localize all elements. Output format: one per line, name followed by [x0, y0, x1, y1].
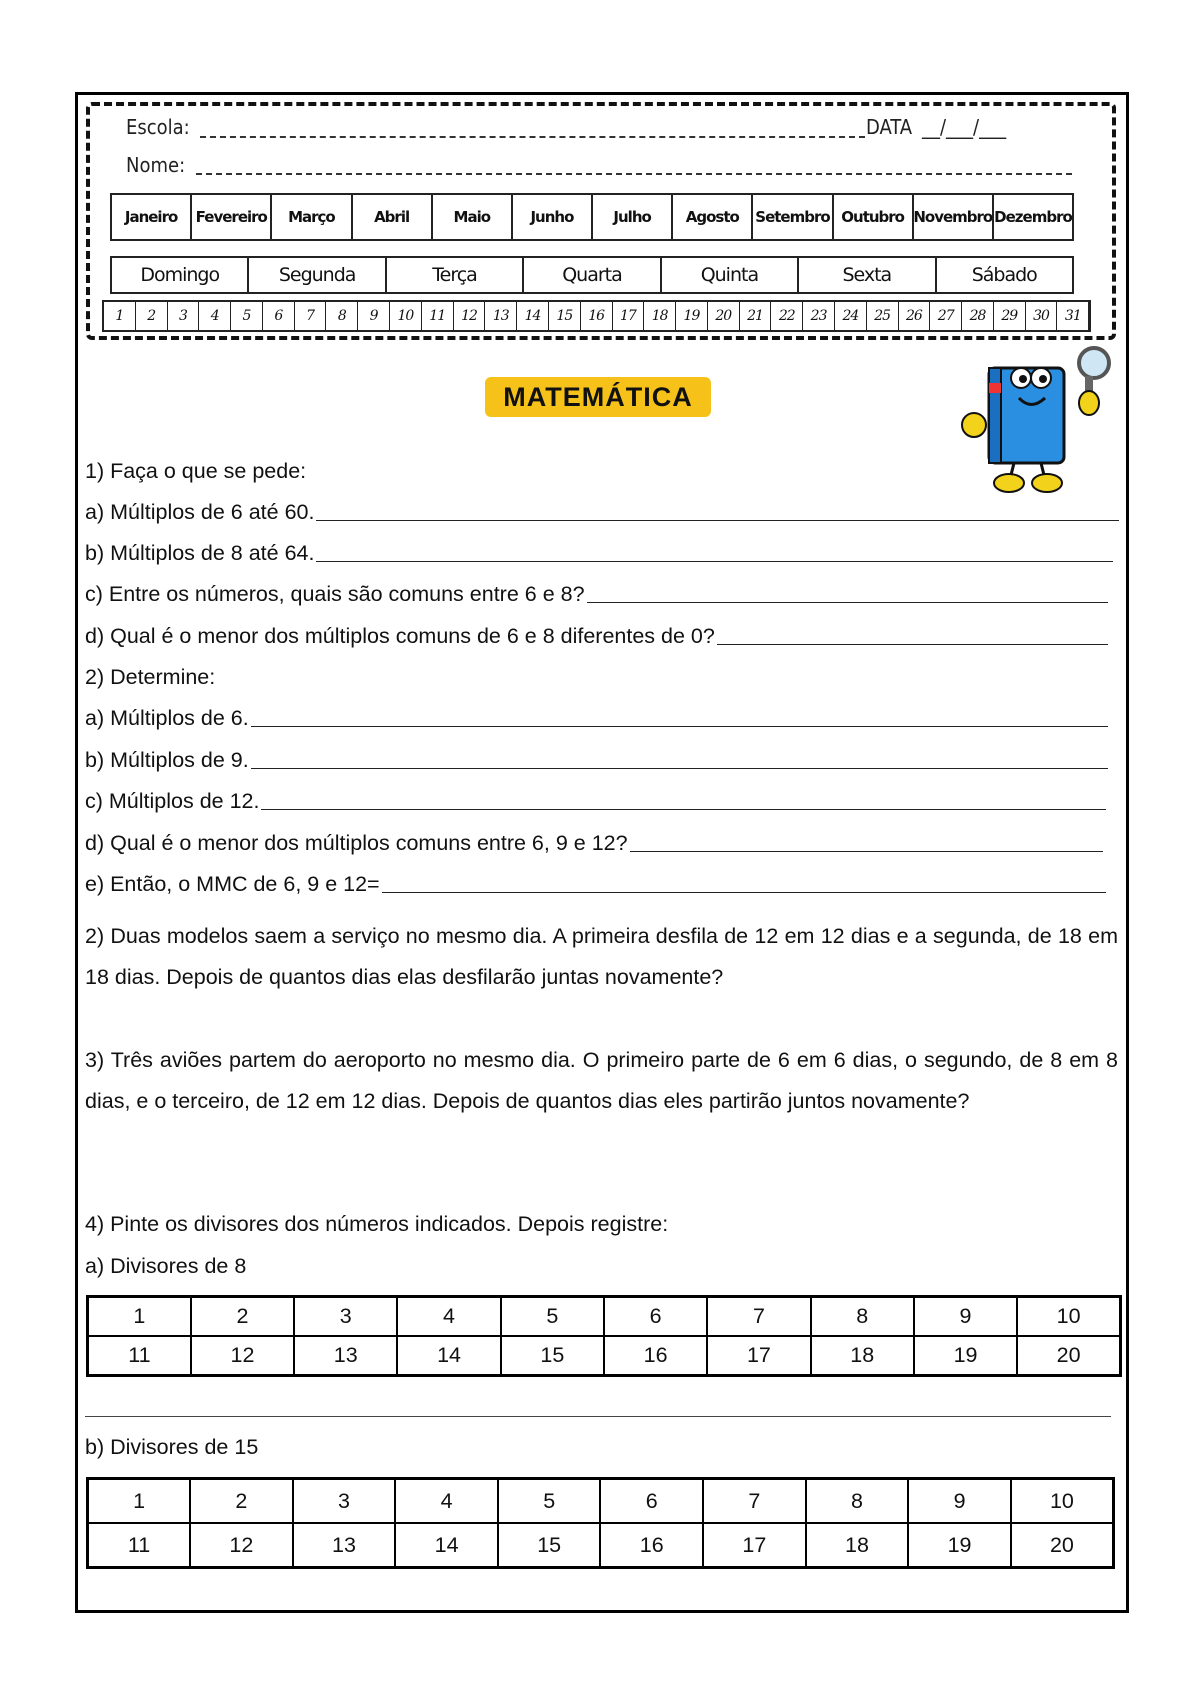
day-cell: 2 [136, 302, 168, 330]
day-cell: 18 [644, 302, 676, 330]
number-cell[interactable]: 19 [908, 1523, 1011, 1568]
number-cell[interactable]: 3 [294, 1297, 397, 1337]
name-field[interactable] [196, 173, 1072, 175]
day-cell: 24 [835, 302, 867, 330]
number-cell[interactable]: 1 [88, 1297, 191, 1337]
weekday-cell: Terça [387, 258, 524, 292]
number-cell[interactable]: 1 [88, 1479, 191, 1524]
q2-d-text: d) Qual é o menor dos múltiplos comuns entre 6, 9 e 12? [85, 831, 628, 855]
school-label: Escola: [126, 115, 190, 139]
page-title: MATEMÁTICA [485, 377, 711, 417]
day-cell: 4 [199, 302, 231, 330]
day-cell: 23 [803, 302, 835, 330]
table-row [88, 1523, 1114, 1568]
number-cell[interactable]: 20 [1017, 1336, 1120, 1376]
month-cell: Março [272, 195, 352, 239]
q2-c-text: c) Múltiplos de 12. [85, 789, 260, 813]
date-label: DATA [866, 115, 912, 139]
q4-a-text: a) Divisores de 8 [85, 1254, 247, 1278]
number-cell[interactable]: 8 [806, 1479, 909, 1524]
number-cell[interactable]: 7 [703, 1479, 806, 1524]
number-cell[interactable]: 13 [294, 1336, 397, 1376]
weekday-cell: Sábado [971, 264, 1037, 286]
number-cell[interactable]: 17 [707, 1336, 810, 1376]
q1-title-text: 1) Faça o que se pede: [85, 459, 307, 483]
q2-b [85, 748, 1108, 773]
number-cell[interactable]: 7 [707, 1297, 810, 1337]
number-cell[interactable]: 14 [395, 1523, 498, 1568]
month-cell: Novembro [914, 195, 994, 239]
table-row [88, 1297, 1121, 1337]
answer-line[interactable] [717, 644, 1108, 645]
number-cell[interactable]: 3 [293, 1479, 396, 1524]
q1-title [85, 459, 306, 484]
q2-d [85, 831, 1103, 856]
number-cell[interactable]: 2 [190, 1479, 293, 1524]
name-label: Nome: [126, 153, 186, 177]
month-cell: Maio [433, 195, 513, 239]
day-cell: 22 [771, 302, 803, 330]
answer-line[interactable] [251, 768, 1108, 769]
day-cell: 8 [326, 302, 358, 330]
day-cell: 14 [517, 302, 549, 330]
q1-b-text: b) Múltiplos de 8 até 64. [85, 541, 315, 565]
day-cell: 13 [485, 302, 517, 330]
weekdays-row [110, 256, 1074, 294]
date-field[interactable]: __/___/___ [922, 115, 1007, 139]
q4-a-label [85, 1254, 246, 1279]
answer-line[interactable] [630, 851, 1103, 852]
q4-title-text: 4) Pinte os divisores dos números indicados. Depois registre: [85, 1212, 669, 1236]
book-mascot-icon [959, 343, 1115, 493]
day-cell: 11 [422, 302, 454, 330]
answer-line[interactable] [85, 1416, 1111, 1417]
number-cell[interactable]: 15 [501, 1336, 604, 1376]
month-cell: Setembro [753, 195, 833, 239]
q2-b-text: b) Múltiplos de 9. [85, 748, 249, 772]
day-cell: 30 [1026, 302, 1058, 330]
q1-c [85, 582, 1108, 607]
number-cell[interactable]: 6 [604, 1297, 707, 1337]
day-cell: 12 [454, 302, 486, 330]
answer-line[interactable] [587, 602, 1108, 603]
q2-e-text: e) Então, o MMC de 6, 9 e 12= [85, 872, 380, 896]
weekday-cell: Sexta [799, 258, 936, 292]
question-planes: 3) Três aviões partem do aeroporto no mesmo dia. O primeiro parte de 6 em 6 dias, o segundo, de 8 em 8 dias, e o terceiro, de 12 em 12 dias. Depois de quantos dias eles partirão juntos novamente? [85, 1048, 1118, 1113]
q2-c [85, 789, 1106, 814]
day-cell: 29 [994, 302, 1026, 330]
number-cell[interactable]: 4 [397, 1297, 500, 1337]
q2-a-text: a) Múltiplos de 6. [85, 706, 249, 730]
months-row [110, 193, 1074, 241]
q1-a-text: a) Múltiplos de 6 até 60. [85, 500, 315, 524]
question-models: 2) Duas modelos saem a serviço no mesmo dia. A primeira desfila de 12 em 12 dias e a segunda, de 18 em 18 dias. Depois de quantos dias elas desfilarão juntas novamente? [85, 924, 1118, 989]
number-cell[interactable]: 20 [1011, 1523, 1114, 1568]
q2-a [85, 706, 1108, 731]
divisors-8-table [86, 1295, 1122, 1377]
number-cell[interactable]: 11 [88, 1336, 191, 1376]
number-cell[interactable]: 16 [600, 1523, 703, 1568]
number-cell[interactable]: 10 [1011, 1479, 1114, 1524]
day-cell: 31 [1057, 302, 1089, 330]
number-cell[interactable]: 15 [498, 1523, 601, 1568]
number-cell[interactable]: 18 [811, 1336, 914, 1376]
day-cell: 5 [231, 302, 263, 330]
day-cell: 28 [962, 302, 994, 330]
day-cell: 3 [168, 302, 200, 330]
weekday-cell: Segunda [249, 258, 386, 292]
answer-line[interactable] [251, 726, 1108, 727]
day-cell: 16 [581, 302, 613, 330]
number-cell[interactable]: 17 [703, 1523, 806, 1568]
number-cell[interactable]: 19 [914, 1336, 1017, 1376]
day-cell: 19 [676, 302, 708, 330]
table-row [88, 1336, 1121, 1376]
q4-b-label [85, 1435, 258, 1460]
day-cell: 17 [613, 302, 645, 330]
day-cell: 15 [549, 302, 581, 330]
weekday-cell: Quarta [524, 258, 661, 292]
month-cell: Fevereiro [192, 195, 272, 239]
days-row [102, 300, 1091, 332]
q4-title [85, 1212, 668, 1237]
number-cell[interactable]: 12 [190, 1523, 293, 1568]
q2-title [85, 665, 215, 690]
number-cell[interactable]: 16 [604, 1336, 707, 1376]
month-cell: Janeiro [112, 195, 192, 239]
month-cell: Julho [593, 195, 673, 239]
number-cell[interactable]: 14 [397, 1336, 500, 1376]
day-cell: 20 [708, 302, 740, 330]
day-cell: 21 [740, 302, 772, 330]
q4-b-text: b) Divisores de 15 [85, 1435, 259, 1459]
number-cell[interactable]: 9 [908, 1479, 1011, 1524]
day-cell: 7 [295, 302, 327, 330]
number-cell[interactable]: 5 [501, 1297, 604, 1337]
divisors-15-table [86, 1477, 1115, 1569]
month-cell: Junho [513, 195, 593, 239]
number-cell[interactable]: 4 [395, 1479, 498, 1524]
number-cell[interactable]: 8 [811, 1297, 914, 1337]
month-cell: Agosto [673, 195, 753, 239]
school-field[interactable] [200, 136, 865, 138]
q1-d-text: d) Qual é o menor dos múltiplos comuns de 6 e 8 diferentes de 0? [85, 624, 715, 648]
day-cell: 10 [390, 302, 422, 330]
day-cell: 9 [358, 302, 390, 330]
q1-c-text: c) Entre os números, quais são comuns entre 6 e 8? [85, 582, 585, 606]
number-cell[interactable]: 12 [191, 1336, 294, 1376]
number-cell[interactable]: 9 [914, 1297, 1017, 1337]
day-cell: 26 [899, 302, 931, 330]
q1-d [85, 624, 1108, 649]
answer-line[interactable] [316, 520, 1119, 521]
weekday-cell: Quinta [662, 258, 799, 292]
month-cell: Outubro [834, 195, 914, 239]
weekday-cell: Domingo [112, 258, 249, 292]
number-cell[interactable]: 2 [191, 1297, 294, 1337]
number-cell[interactable]: 11 [88, 1523, 191, 1568]
answer-line[interactable] [382, 892, 1106, 893]
number-cell[interactable]: 10 [1017, 1297, 1120, 1337]
number-cell[interactable]: 6 [600, 1479, 703, 1524]
q1-b [85, 541, 1113, 566]
number-cell[interactable]: 13 [293, 1523, 396, 1568]
day-cell: 1 [104, 302, 136, 330]
number-cell[interactable]: 18 [806, 1523, 909, 1568]
number-cell[interactable]: 5 [498, 1479, 601, 1524]
q1-a [85, 500, 1119, 525]
day-cell: 25 [867, 302, 899, 330]
q2-e [85, 872, 1106, 897]
answer-line[interactable] [261, 809, 1106, 810]
q2-title-text: 2) Determine: [85, 665, 216, 689]
month-cell: Abril [353, 195, 433, 239]
answer-line[interactable] [316, 561, 1113, 562]
day-cell: 6 [263, 302, 295, 330]
day-cell: 27 [930, 302, 962, 330]
table-row [88, 1479, 1114, 1524]
month-cell: Dezembro [994, 208, 1072, 226]
